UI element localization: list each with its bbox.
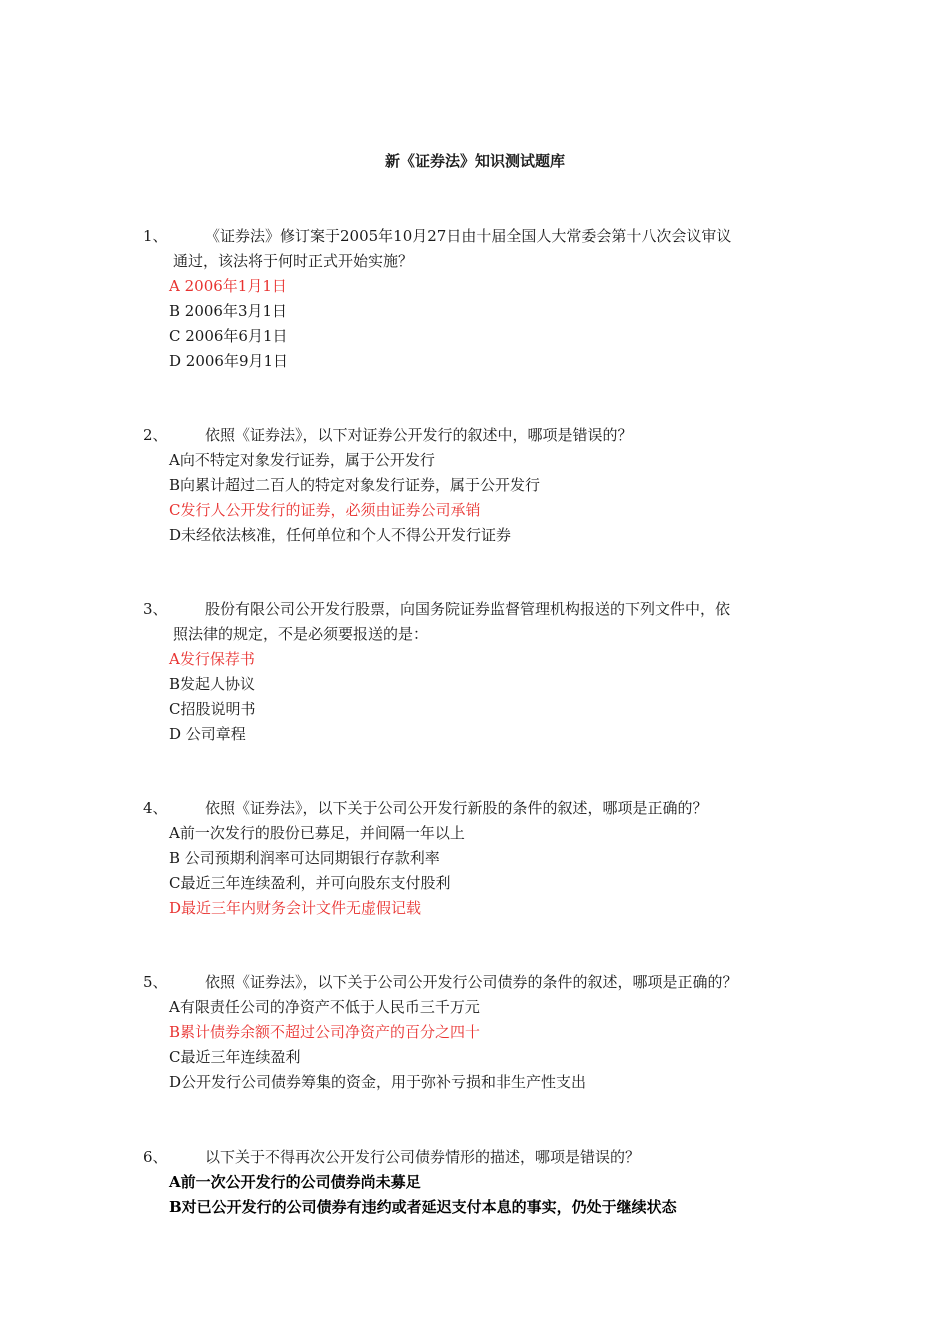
option-d: D 公司章程 bbox=[169, 725, 246, 743]
option-c: C招股说明书 bbox=[169, 700, 256, 718]
option-a: A发行保荐书 bbox=[169, 650, 255, 668]
question-5 bbox=[143, 970, 813, 1095]
option-a: A向不特定对象发行证券，属于公开发行 bbox=[169, 451, 435, 469]
question-text: 依照《证券法》，以下关于公司公开发行新股的条件的叙述，哪项是正确的？ bbox=[205, 799, 708, 817]
question-number: 3、 bbox=[143, 600, 168, 618]
question-number: 5、 bbox=[143, 973, 168, 991]
option-c: C最近三年连续盈利 bbox=[169, 1048, 301, 1066]
option-d: D最近三年内财务会计文件无虚假记载 bbox=[169, 899, 422, 917]
option-a: A前一次发行的股份已募足，并间隔一年以上 bbox=[169, 824, 465, 842]
option-d: D 2006年9月1日 bbox=[169, 352, 289, 370]
page-title: 新《证券法》知识测试题库 bbox=[384, 152, 565, 170]
option-a: A有限责任公司的净资产不低于人民币三千万元 bbox=[169, 998, 480, 1016]
question-text: 依照《证券法》，以下关于公司公开发行公司债券的条件的叙述，哪项是正确的？ bbox=[205, 973, 738, 991]
option-b: B发起人协议 bbox=[169, 675, 256, 693]
question-text-continued: 照法律的规定，不是必须要报送的是： bbox=[173, 625, 429, 643]
question-text-continued: 通过，该法将于何时正式开始实施？ bbox=[173, 252, 414, 270]
question-1 bbox=[143, 224, 813, 374]
option-b: B 2006年3月1日 bbox=[169, 302, 288, 320]
option-d: D未经依法核准，任何单位和个人不得公开发行证券 bbox=[169, 526, 512, 544]
option-c: C最近三年连续盈利，并可向股东支付股利 bbox=[169, 874, 451, 892]
option-b: B向累计超过二百人的特定对象发行证券，属于公开发行 bbox=[169, 476, 541, 494]
question-3 bbox=[143, 597, 813, 747]
option-d: D公开发行公司债券筹集的资金，用于弥补亏损和非生产性支出 bbox=[169, 1073, 587, 1091]
question-number: 4、 bbox=[143, 799, 168, 817]
question-2 bbox=[143, 423, 813, 548]
question-text: 股份有限公司公开发行股票，向国务院证券监督管理机构报送的下列文件中，依 bbox=[205, 600, 731, 618]
option-a: A前一次公开发行的公司债券尚未募足 bbox=[169, 1173, 421, 1191]
option-b: B对已公开发行的公司债券有违约或者延迟支付本息的事实，仍处于继续状态 bbox=[169, 1198, 677, 1216]
option-b: B累计债券余额不超过公司净资产的百分之四十 bbox=[169, 1023, 481, 1041]
question-number: 6、 bbox=[143, 1148, 168, 1166]
question-6 bbox=[143, 1145, 813, 1220]
option-c: C发行人公开发行的证券，必须由证券公司承销 bbox=[169, 501, 481, 519]
question-text: 《证券法》修订案于2005年10月27日由十届全国人大常委会第十八次会议审议 bbox=[205, 227, 732, 245]
option-c: C 2006年6月1日 bbox=[169, 327, 288, 345]
question-text: 以下关于不得再次公开发行公司债券情形的描述，哪项是错误的？ bbox=[205, 1148, 641, 1166]
question-number: 2、 bbox=[143, 426, 168, 444]
question-text: 依照《证券法》，以下对证券公开发行的叙述中，哪项是错误的？ bbox=[205, 426, 633, 444]
question-4 bbox=[143, 796, 813, 921]
option-a: A 2006年1月1日 bbox=[169, 277, 287, 295]
option-b: B 公司预期利润率可达同期银行存款利率 bbox=[169, 849, 440, 867]
question-number: 1、 bbox=[143, 227, 168, 245]
